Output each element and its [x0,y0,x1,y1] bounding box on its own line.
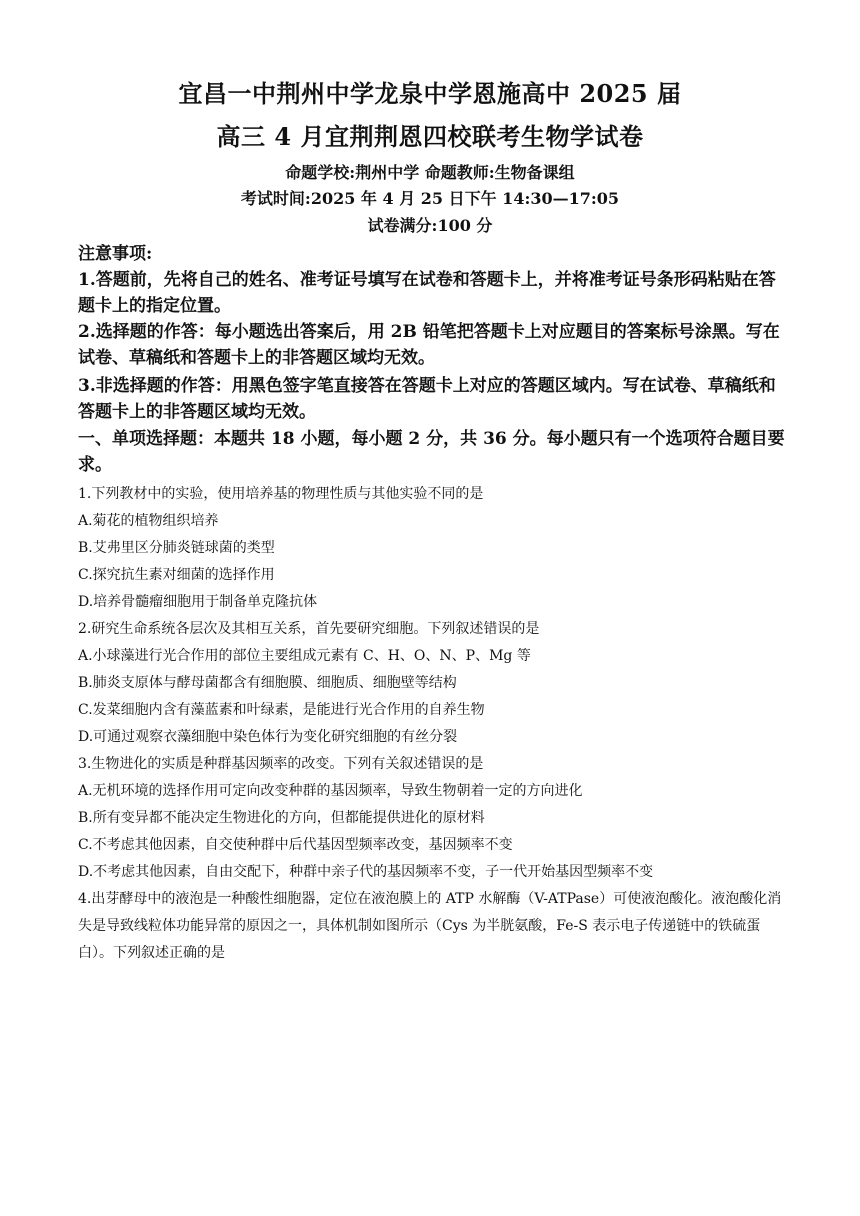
full-score: 试卷满分:100 分 [367,216,493,235]
notice-item-1: 1.答题前，先将自己的姓名、准考证号填写在试卷和答题卡上，并将准考证号条形码粘贴在答题卡上的指定位置。 [78,270,776,316]
section-heading-single-choice: 一、单项选择题：本题共 18 小题，每小题 2 分，共 36 分。每小题只有一个选项符合题目要求。 [78,429,785,475]
exam-title-line2: 高三 4 月宜荆荆恩四校联考生物学试卷 [216,122,644,151]
exam-time: 考试时间:2025 年 4 月 25 日下午 14:30—17:05 [240,189,620,208]
school-info: 命题学校:荆州中学 命题教师:生物备课组 [285,163,575,182]
question-1-stem: 1.下列教材中的实验，使用培养基的物理性质与其他实验不同的是 [78,486,484,502]
question-1-option-c: C.探究抗生素对细菌的选择作用 [78,567,275,583]
question-1-option-a: A.菊花的植物组织培养 [78,513,219,529]
question-2-option-a: A.小球藻进行光合作用的部位主要组成元素有 C、H、O、N、P、Mg 等 [78,648,531,664]
question-3-stem: 3.生物进化的实质是种群基因频率的改变。下列有关叙述错误的是 [78,756,484,772]
question-3-option-a: A.无机环境的选择作用可定向改变种群的基因频率，导致生物朝着一定的方向进化 [78,783,583,799]
question-2-option-d: D.可通过观察衣藻细胞中染色体行为变化研究细胞的有丝分裂 [78,729,458,745]
question-2-option-b: B.肺炎支原体与酵母菌都含有细胞膜、细胞质、细胞壁等结构 [78,675,457,691]
notice-heading: 注意事项: [78,244,153,264]
question-2-option-c: C.发菜细胞内含有藻蓝素和叶绿素，是能进行光合作用的自养生物 [78,702,485,718]
notice-item-2: 2.选择题的作答：每小题选出答案后，用 2B 铅笔把答题卡上对应题目的答案标号涂黑。写在试卷、草稿纸和答题卡上的非答题区域均无效。 [78,322,780,368]
question-4-stem: 4.出芽酵母中的液泡是一种酸性细胞器，定位在液泡膜上的 ATP 水解酶（V-ATPase）可使液泡酸化。液泡酸化消失是导致线粒体功能异常的原因之一，具体机制如图所示（Cys 为半胱氨酸，Fe-S 表示电子传递链中的铁硫蛋白）。下列叙述正确的是 [78,891,782,961]
notice-item-3: 3.非选择题的作答：用黑色签字笔直接答在答题卡上对应的答题区域内。写在试卷、草稿纸和答题卡上的非答题区域均无效。 [78,376,776,422]
question-1-option-d: D.培养骨髓瘤细胞用于制备单克隆抗体 [78,594,318,610]
question-3-option-c: C.不考虑其他因素，自交使种群中后代基因型频率改变，基因频率不变 [78,837,513,853]
question-2-stem: 2.研究生命系统各层次及其相互关系，首先要研究细胞。下列叙述错误的是 [78,621,540,637]
exam-title-line1: 宜昌一中荆州中学龙泉中学恩施高中 2025 届 [178,79,682,108]
question-1-option-b: B.艾弗里区分肺炎链球菌的类型 [78,540,275,556]
question-3-option-d: D.不考虑其他因素，自由交配下，种群中亲子代的基因频率不变，子一代开始基因型频率不变 [78,864,654,880]
question-3-option-b: B.所有变异都不能决定生物进化的方向，但都能提供进化的原材料 [78,810,485,826]
